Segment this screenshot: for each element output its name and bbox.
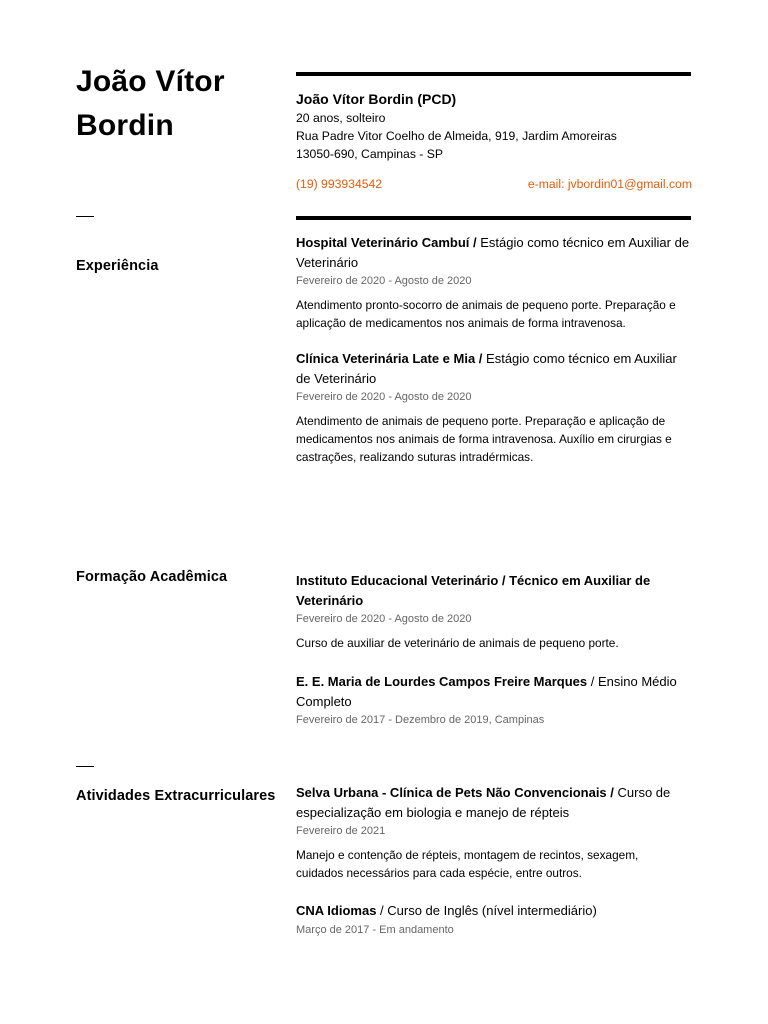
entry-description: Curso de auxiliar de veterinário de animais de pequeno porte. (296, 636, 619, 650)
contact-full-name: João Vítor Bordin (PCD) (296, 91, 457, 107)
activity-entry (296, 901, 696, 938)
contact-email[interactable]: e-mail: jvbordin01@gmail.com (527, 177, 692, 191)
experience-entry (296, 349, 696, 466)
entry-date: Março de 2017 - Em andamento (296, 923, 454, 936)
candidate-name (76, 60, 276, 148)
entry-title (296, 672, 686, 711)
entry-description: Atendimento de animais de pequeno porte. Preparação e aplicação de medicamentos nos animais de forma intravenosa. Auxílio em cirurgias e castrações, realizando suturas intradérmicas. (296, 414, 672, 464)
entry-org: Selva Urbana - Clínica de Pets Não Convencionais / (296, 785, 614, 800)
entry-role: Estágio como técnico em Auxiliar de Veterinário (296, 351, 677, 386)
entry-description: Atendimento pronto-socorro de animais de pequeno porte. Preparação e aplicação de medicamentos nos animais de forma intravenosa. (296, 298, 676, 330)
entry-date: Fevereiro de 2020 - Agosto de 2020 (296, 613, 472, 625)
contact-phone[interactable]: (19) 993934542 (296, 177, 383, 191)
education-entry (296, 571, 696, 652)
section-title-activities: Atividades Extracurriculares (76, 788, 276, 804)
section-divider-dash (76, 216, 94, 217)
experience-entry (296, 233, 696, 332)
entry-org: E. E. Maria de Lourdes Campos Freire Marques (296, 674, 588, 689)
education-entry (296, 672, 696, 728)
entry-org: Instituto Educacional Veterinário / Técnico em Auxiliar de Veterinário (296, 573, 651, 608)
entry-title (296, 783, 692, 822)
entry-title (296, 571, 692, 610)
entry-title (296, 901, 692, 921)
entry-role: Estágio como técnico em Auxiliar de Veterinário (296, 235, 690, 270)
contact-links-row (296, 175, 692, 193)
entry-title (296, 349, 692, 388)
entry-date: Fevereiro de 2021 (296, 825, 386, 837)
name-line-2: Bordin (76, 109, 174, 142)
entry-title (296, 233, 692, 272)
contact-age-status: 20 anos, solteiro (296, 111, 386, 125)
name-line-1: João Vítor (76, 65, 225, 98)
entry-description: Manejo e contenção de répteis, montagem de recintos, sexagem, cuidados necessários para cada espécie, entre outros. (296, 848, 639, 880)
contact-city: 13050-690, Campinas - SP (296, 147, 444, 161)
section-title-experience: Experiência (76, 258, 159, 274)
entry-org: Clínica Veterinária Late e Mia / (296, 351, 483, 366)
entry-org: CNA Idiomas (296, 903, 377, 918)
entry-role: / Ensino Médio Completo (296, 674, 677, 709)
contact-address: Rua Padre Vitor Coelho de Almeida, 919, Jardim Amoreiras (296, 129, 617, 143)
entry-date: Fevereiro de 2020 - Agosto de 2020 (296, 275, 472, 287)
entry-date: Fevereiro de 2020 - Agosto de 2020 (296, 391, 472, 403)
entry-org: Hospital Veterinário Cambuí / (296, 235, 477, 250)
entry-role: / Curso de Inglês (nível intermediário) (376, 903, 597, 918)
activity-entry (296, 783, 696, 882)
entry-role: Curso de especialização em biologia e manejo de répteis (296, 785, 671, 820)
contact-bottom-rule (296, 216, 691, 220)
section-divider-dash (76, 766, 94, 767)
contact-block (296, 89, 692, 193)
section-title-education: Formação Acadêmica (76, 569, 228, 585)
entry-date: Fevereiro de 2017 - Dezembro de 2019, Campinas (296, 714, 545, 726)
top-rule (296, 72, 691, 76)
